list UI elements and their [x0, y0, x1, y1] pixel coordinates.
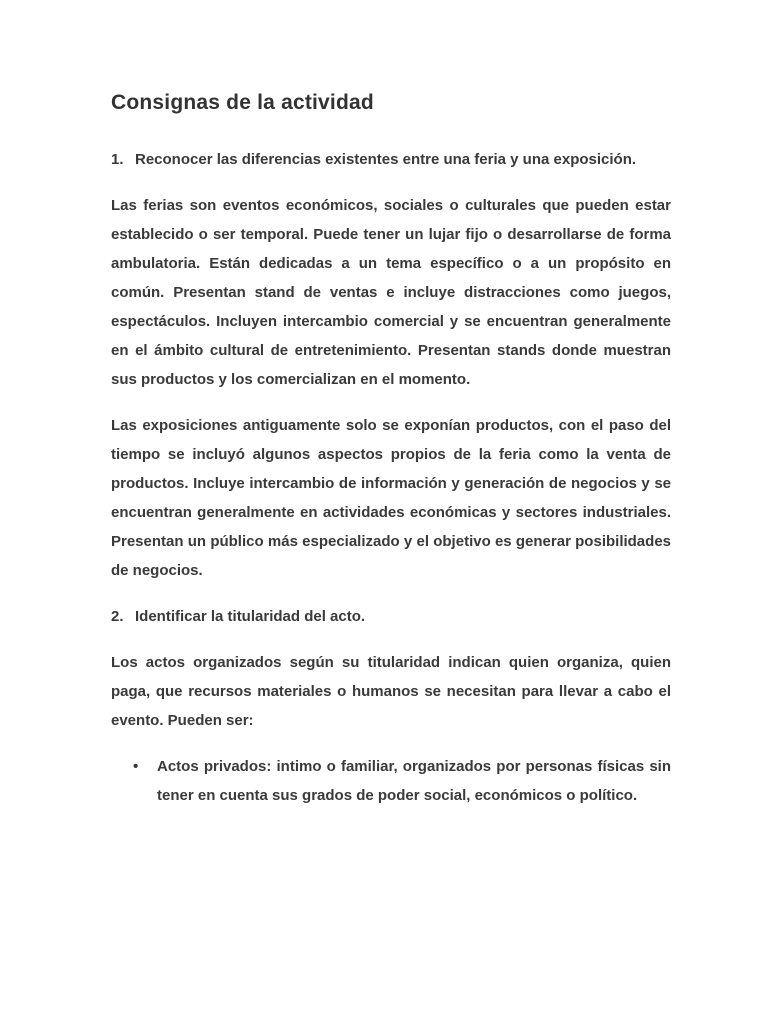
bullet-list: [111, 752, 671, 810]
document-page: [111, 88, 671, 810]
item-number: 2.: [111, 608, 124, 625]
paragraph-exposiciones: Las exposiciones antiguamente solo se exponían productos, con el paso del tiempo se incluyó algunos aspectos propios de la feria como la venta de productos. Incluye intercambio de información y generación de negocios y se encuentran generalmente en actividades económicas y sectores industriales. Presentan un público más especializado y el objetivo es generar posibilidades de negocios.: [111, 417, 671, 579]
item-text: Reconocer las diferencias existentes entre una feria y una exposición.: [135, 151, 637, 168]
paragraph-titularidad: Los actos organizados según su titularidad indican quien organiza, quien paga, que recursos materiales o humanos se necesitan para llevar a cabo el evento. Pueden ser:: [111, 654, 671, 729]
item-text: Identificar la titularidad del acto.: [135, 608, 366, 625]
document-title: Consignas de la actividad: [111, 91, 374, 114]
numbered-item-1: [111, 145, 671, 174]
bullet-item: • Actos privados: intimo o familiar, organizados por personas físicas sin tener en cuenta sus grados de poder social, económicos o político.: [157, 752, 671, 810]
paragraph-ferias: Las ferias son eventos económicos, sociales o culturales que pueden estar establecido o ser temporal. Puede tener un lujar fijo o desarrollarse de forma ambulatoria. Están dedicadas a un tema específico o a un propósito en común. Presentan stand de ventas e incluye distracciones como juegos, espectáculos. Incluyen intercambio comercial y se encuentran generalmente en el ámbito cultural de entretenimiento. Presentan stands donde muestran sus productos y los comercializan en el momento.: [111, 197, 671, 388]
item-number: 1.: [111, 151, 124, 168]
numbered-item-2: [111, 602, 671, 631]
